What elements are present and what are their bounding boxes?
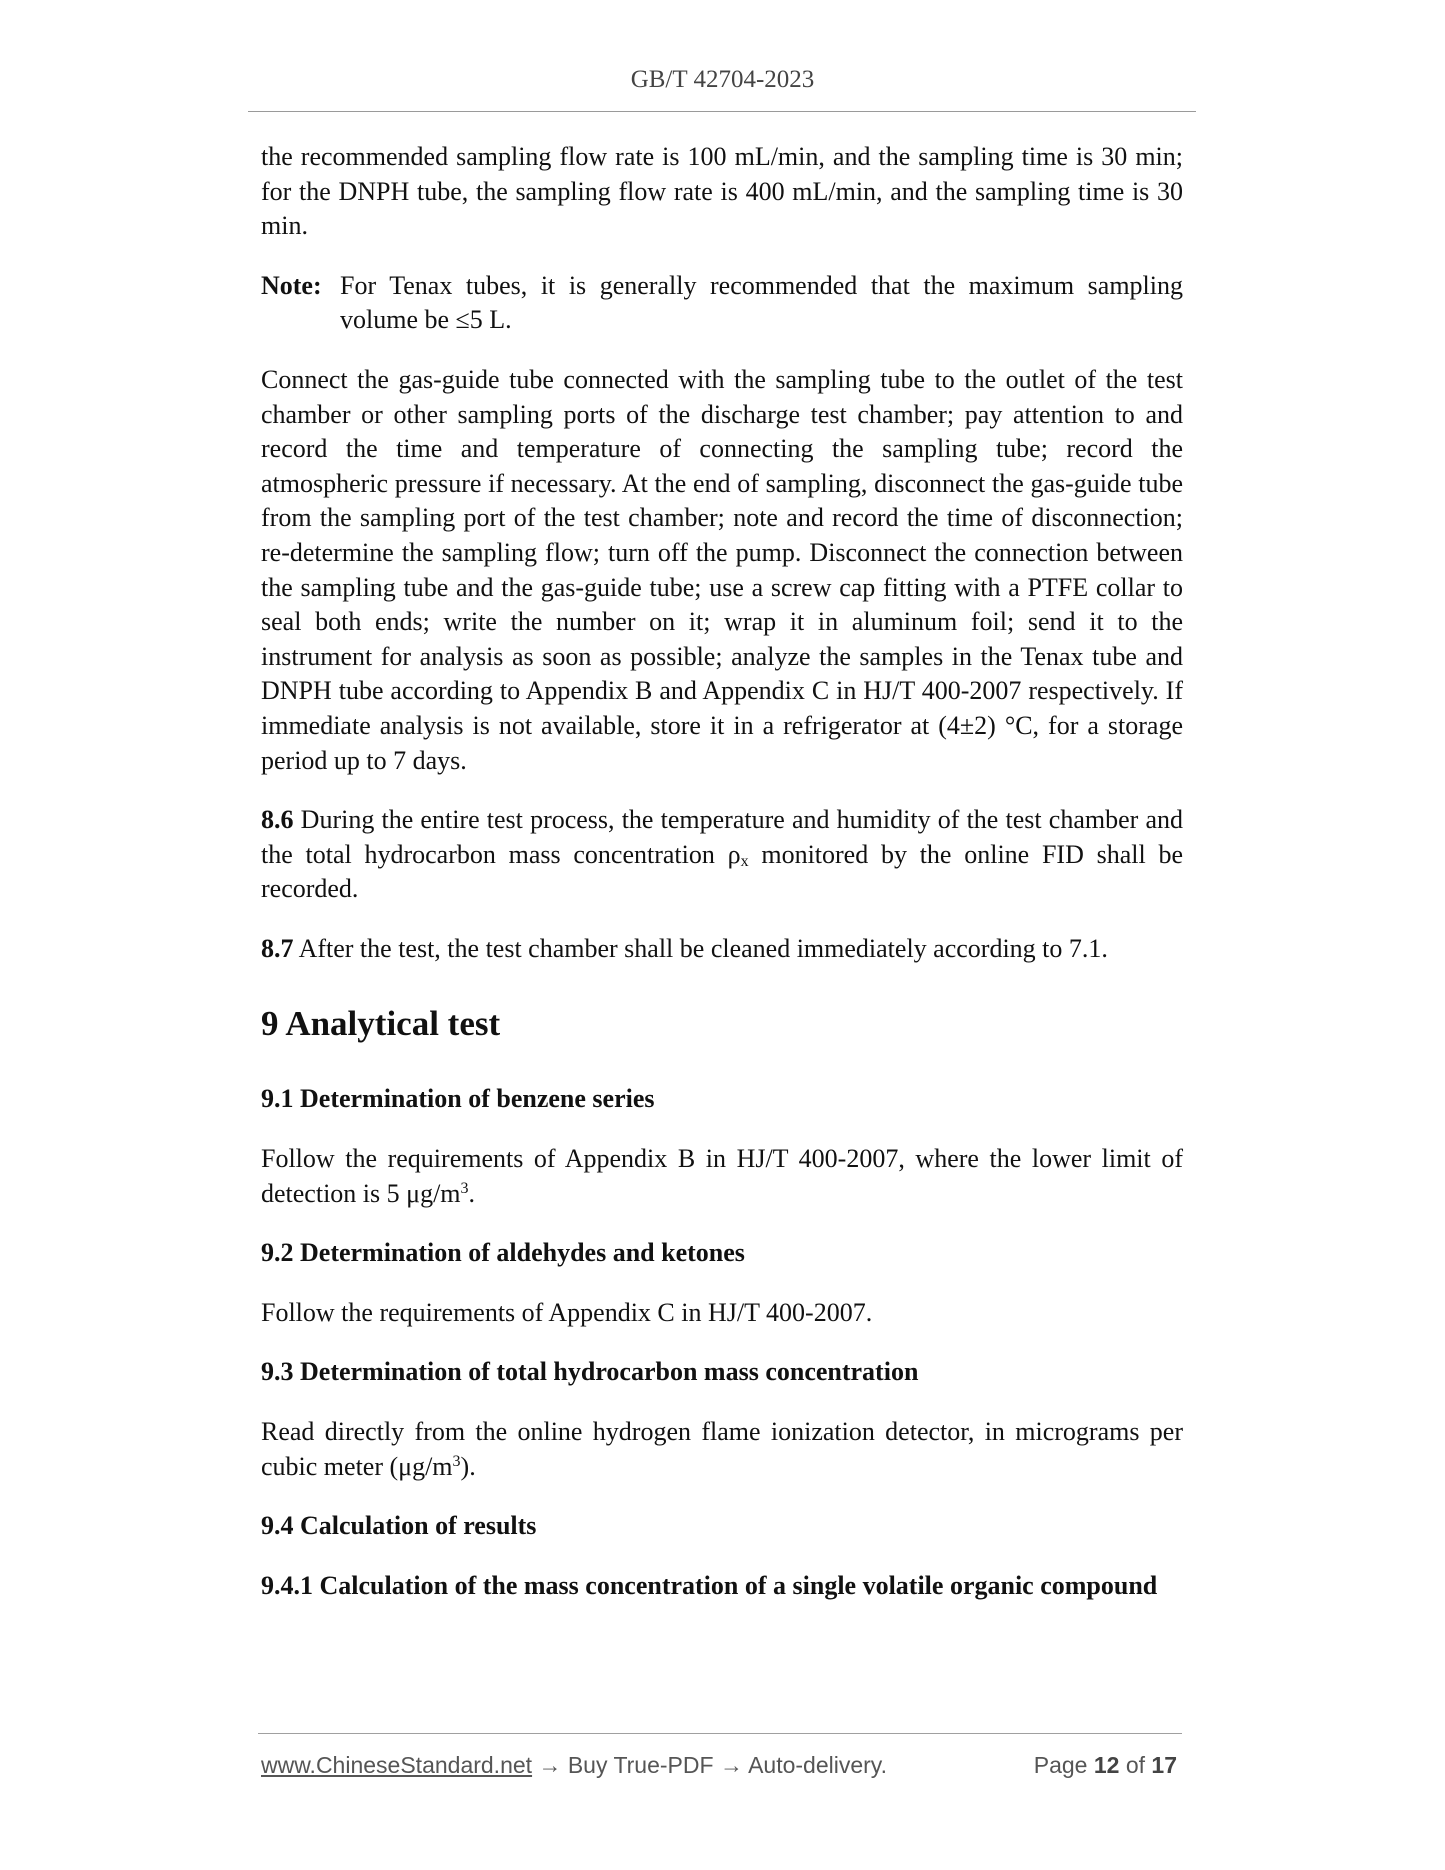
sampling-rate-paragraph: the recommended sampling flow rate is 100 mL/min, and the sampling time is 30 min; for the DNPH tube, the sampling flow rate is 400 mL/min, and the sampling time is 30 min. (261, 142, 1183, 241)
arrow-right-icon: → (713, 1752, 749, 1778)
section-9-heading: 9 Analytical test (261, 1004, 501, 1044)
note-label: Note: (261, 270, 322, 300)
buy-pdf-text: Buy True-PDF (567, 1752, 714, 1778)
clause-9-3-body: Read directly from the online hydrogen flame ionization detector, in micrograms per cubic meter (μg/m (261, 1417, 1183, 1481)
clause-9-1-body: Follow the requirements of Appendix B in HJ/T 400-2007, where the lower limit of detection is 5 μg/m (261, 1144, 1183, 1208)
cubic-superscript: 3 (452, 1452, 461, 1470)
clause-8-7-text: After the test, the test chamber shall be cleaned immediately according to 7.1. (298, 933, 1108, 963)
clause-8-6 (261, 803, 1183, 907)
clause-9-1-text (261, 1142, 1183, 1211)
current-page-number: 12 (1093, 1752, 1120, 1778)
clause-9-1-heading: 9.1 Determination of benzene series (261, 1084, 655, 1114)
page-indicator (1034, 1752, 1177, 1779)
clause-8-7 (261, 932, 1183, 967)
clause-8-7-number: 8.7 (261, 933, 294, 963)
total-pages-number: 17 (1151, 1752, 1177, 1778)
rho-subscript: x (740, 852, 749, 870)
website-link[interactable]: www.ChineseStandard.net (261, 1752, 533, 1778)
tenax-note (261, 269, 1183, 338)
document-code-header: GB/T 42704-2023 (630, 66, 815, 93)
clause-9-3-heading: 9.3 Determination of total hydrocarbon mass concentration (261, 1357, 919, 1387)
clause-8-6-text-b: monitored by the online FID shall be recorded. (261, 839, 1183, 904)
clause-9-3-text (261, 1415, 1183, 1484)
arrow-right-icon: → (532, 1752, 568, 1778)
clause-9-3-tail: ). (460, 1451, 476, 1481)
page-label: Page (1033, 1752, 1088, 1778)
clause-8-6-number: 8.6 (261, 805, 294, 835)
clause-9-2-heading: 9.2 Determination of aldehydes and ketones (261, 1238, 745, 1268)
clause-9-4-heading: 9.4 Calculation of results (261, 1511, 537, 1541)
cubic-superscript: 3 (460, 1179, 469, 1197)
footer-divider (258, 1733, 1182, 1734)
page-content (261, 140, 1183, 1628)
clause-9-4-1-heading: 9.4.1 Calculation of the mass concentration of a single volatile organic compound (261, 1570, 1158, 1600)
footer-promo (261, 1752, 887, 1779)
auto-delivery-text: Auto-delivery. (748, 1752, 887, 1778)
note-text: For Tenax tubes, it is generally recommended that the maximum sampling volume be ≤5 L. (340, 270, 1183, 335)
header-divider (248, 111, 1196, 112)
of-label: of (1125, 1752, 1146, 1778)
clause-8-6-text-a: During the entire test process, the temperature and humidity of the test chamber and the total hydrocarbon mass concentration ρ (261, 805, 1183, 869)
clause-9-2-text: Follow the requirements of Appendix C in HJ/T 400-2007. (261, 1297, 873, 1327)
sampling-procedure-paragraph: Connect the gas-guide tube connected with the sampling tube to the outlet of the test chamber or other sampling ports of the discharge test chamber; pay attention to and record the time and temperature of connecting the sampling tube; record the atmospheric pressure if necessary. At the end of sampling, disconnect the gas-guide tube from the sampling port of the test chamber; note and record the time of disconnection; re-determine the sampling flow; turn off the pump. Disconnect the connection between the sampling tube and the gas-guide tube; use a screw cap fitting with a PTFE collar to seal both ends; write the number on it; wrap it in aluminum foil; send it to the instrument for analysis as soon as possible; analyze the samples in the Tenax tube and DNPH tube according to Appendix B and Appendix C in HJ/T 400-2007 respectively. If immediate analysis is not available, store it in a refrigerator at (4±2) °C, for a storage period up to 7 days. (261, 364, 1183, 775)
clause-9-1-tail: . (468, 1178, 476, 1208)
